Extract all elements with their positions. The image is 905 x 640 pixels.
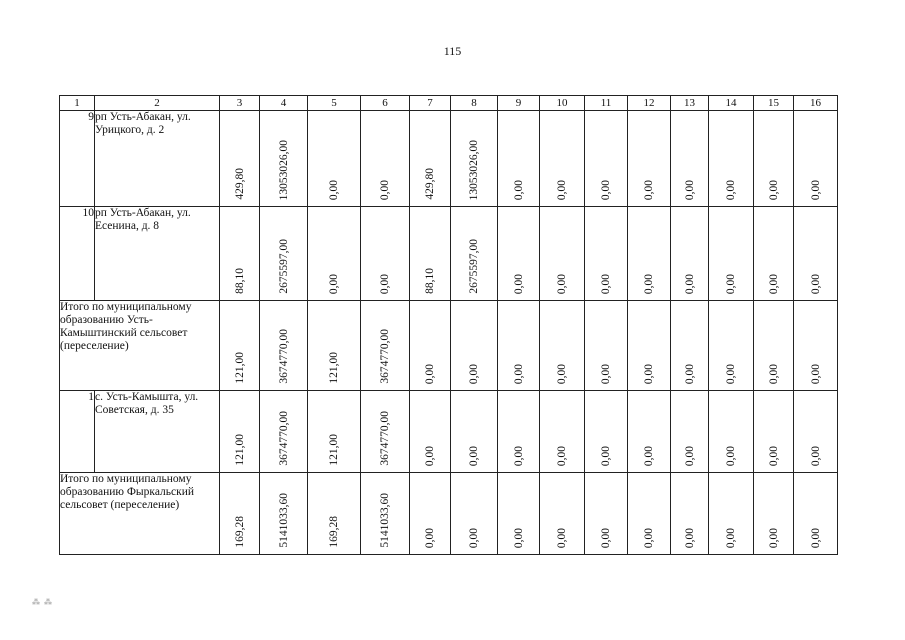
value-text: 0,00 <box>809 179 822 200</box>
value-text: 0,00 <box>643 445 655 466</box>
address-cell: с. Усть-Камышта, ул. Советская, д. 35 <box>95 391 220 473</box>
value-cell <box>585 301 628 391</box>
value-text: 88,10 <box>424 268 436 294</box>
value-text: 0,00 <box>767 445 780 466</box>
value-text: 429,80 <box>424 168 436 200</box>
value-text: 0,00 <box>809 527 822 548</box>
value-cell <box>220 207 260 301</box>
value-text: 13053026,00 <box>277 139 290 200</box>
total-row <box>60 301 838 391</box>
value-cell <box>410 301 451 391</box>
column-header: 15 <box>754 96 794 111</box>
column-header: 6 <box>361 96 410 111</box>
value-text: 0,00 <box>725 363 737 384</box>
value-text: 3674770,00 <box>277 329 290 384</box>
value-text: 0,00 <box>512 363 525 384</box>
value-cell <box>361 301 410 391</box>
value-text: 121,00 <box>233 352 246 384</box>
value-text: 0,00 <box>809 273 822 294</box>
column-header: 16 <box>794 96 838 111</box>
value-text: 0,00 <box>643 273 655 294</box>
value-text: 0,00 <box>379 179 391 200</box>
value-text: 0,00 <box>556 363 568 384</box>
column-header: 1 <box>60 96 95 111</box>
value-cell <box>709 207 754 301</box>
value-cell <box>754 391 794 473</box>
value-cell <box>540 111 585 207</box>
value-text: 0,00 <box>600 527 612 548</box>
value-text: 429,80 <box>233 168 246 200</box>
value-text: 0,00 <box>328 179 340 200</box>
value-text: 0,00 <box>600 179 612 200</box>
value-cell <box>540 391 585 473</box>
value-text: 0,00 <box>512 445 525 466</box>
value-text: 2675597,00 <box>468 239 480 294</box>
value-text: 0,00 <box>809 363 822 384</box>
value-text: 0,00 <box>767 527 780 548</box>
value-cell <box>671 207 709 301</box>
value-text: 0,00 <box>424 363 436 384</box>
value-cell <box>754 473 794 555</box>
value-cell <box>628 473 671 555</box>
address-cell: рп Усть-Абакан, ул. Есенина, д. 8 <box>95 207 220 301</box>
value-text: 0,00 <box>683 363 696 384</box>
value-text: 0,00 <box>556 527 568 548</box>
value-cell <box>308 301 361 391</box>
column-header: 7 <box>410 96 451 111</box>
value-cell <box>671 473 709 555</box>
value-text: 0,00 <box>767 179 780 200</box>
value-cell <box>308 207 361 301</box>
column-header: 14 <box>709 96 754 111</box>
value-cell <box>628 207 671 301</box>
value-text: 0,00 <box>556 179 568 200</box>
value-text: 0,00 <box>600 273 612 294</box>
value-text: 2675597,00 <box>277 239 290 294</box>
value-cell <box>498 207 540 301</box>
value-cell <box>308 391 361 473</box>
value-cell <box>308 111 361 207</box>
value-cell <box>628 301 671 391</box>
value-text: 0,00 <box>424 445 436 466</box>
value-text: 0,00 <box>643 179 655 200</box>
value-cell <box>361 391 410 473</box>
value-cell <box>794 391 838 473</box>
value-text: 0,00 <box>556 273 568 294</box>
column-header: 8 <box>451 96 498 111</box>
value-text: 121,00 <box>328 352 340 384</box>
value-cell <box>410 391 451 473</box>
value-cell <box>540 207 585 301</box>
value-text: 0,00 <box>643 527 655 548</box>
value-cell <box>709 301 754 391</box>
value-cell <box>671 111 709 207</box>
value-text: 3674770,00 <box>379 329 391 384</box>
value-text: 0,00 <box>725 179 737 200</box>
row-number: 1 <box>60 391 95 473</box>
value-text: 5141033,60 <box>379 493 391 548</box>
value-cell <box>260 301 308 391</box>
value-text: 3674770,00 <box>379 411 391 466</box>
value-cell <box>540 301 585 391</box>
value-text: 5141033,60 <box>277 493 290 548</box>
value-cell <box>754 111 794 207</box>
value-text: 3674770,00 <box>277 411 290 466</box>
value-text: 88,10 <box>233 268 246 294</box>
value-cell <box>709 111 754 207</box>
value-text: 13053026,00 <box>468 139 480 200</box>
value-cell <box>361 111 410 207</box>
column-header: 11 <box>585 96 628 111</box>
value-cell <box>794 111 838 207</box>
value-cell <box>451 207 498 301</box>
value-cell <box>220 391 260 473</box>
value-cell <box>260 207 308 301</box>
value-text: 0,00 <box>328 273 340 294</box>
value-cell <box>220 473 260 555</box>
table-row <box>60 111 838 207</box>
value-cell <box>410 473 451 555</box>
value-text: 0,00 <box>683 527 696 548</box>
scan-stamp: ⁂ ⁂ <box>32 598 53 607</box>
value-text: 0,00 <box>468 445 480 466</box>
value-cell <box>451 473 498 555</box>
column-header: 4 <box>260 96 308 111</box>
value-text: 169,28 <box>328 516 340 548</box>
value-text: 0,00 <box>683 179 696 200</box>
column-header: 13 <box>671 96 709 111</box>
value-cell <box>220 301 260 391</box>
value-text: 0,00 <box>468 363 480 384</box>
value-text: 0,00 <box>809 445 822 466</box>
value-text: 169,28 <box>233 516 246 548</box>
value-cell <box>628 391 671 473</box>
column-header: 9 <box>498 96 540 111</box>
value-text: 0,00 <box>725 273 737 294</box>
value-cell <box>671 391 709 473</box>
value-text: 0,00 <box>725 527 737 548</box>
value-text: 0,00 <box>379 273 391 294</box>
value-cell <box>585 391 628 473</box>
address-cell: рп Усть-Абакан, ул. Урицкого, д. 2 <box>95 111 220 207</box>
column-header: 2 <box>95 96 220 111</box>
total-label: Итого по муниципальному образованию Фыркальский сельсовет (переселение) <box>60 473 220 555</box>
value-cell <box>498 111 540 207</box>
value-text: 0,00 <box>512 527 525 548</box>
value-cell <box>361 207 410 301</box>
value-cell <box>540 473 585 555</box>
value-cell <box>709 473 754 555</box>
value-text: 0,00 <box>512 179 525 200</box>
value-text: 0,00 <box>767 273 780 294</box>
value-cell <box>451 391 498 473</box>
column-header: 12 <box>628 96 671 111</box>
total-label: Итого по муниципальному образованию Усть-Камыштинский сельсовет (переселение) <box>60 301 220 391</box>
value-cell <box>585 207 628 301</box>
value-text: 0,00 <box>600 363 612 384</box>
value-text: 121,00 <box>233 434 246 466</box>
value-cell <box>671 301 709 391</box>
total-row <box>60 473 838 555</box>
value-cell <box>794 301 838 391</box>
row-number: 10 <box>60 207 95 301</box>
value-text: 0,00 <box>643 363 655 384</box>
data-table <box>59 95 838 555</box>
row-number: 9 <box>60 111 95 207</box>
value-cell <box>794 473 838 555</box>
value-cell <box>628 111 671 207</box>
value-cell <box>794 207 838 301</box>
value-cell <box>361 473 410 555</box>
value-text: 0,00 <box>556 445 568 466</box>
value-cell <box>410 111 451 207</box>
header-row <box>60 96 838 111</box>
page-number: 115 <box>443 44 462 58</box>
column-header: 10 <box>540 96 585 111</box>
value-cell <box>754 301 794 391</box>
value-cell <box>754 207 794 301</box>
value-text: 0,00 <box>683 445 696 466</box>
value-cell <box>260 473 308 555</box>
value-cell <box>498 391 540 473</box>
value-cell <box>260 111 308 207</box>
value-text: 0,00 <box>512 273 525 294</box>
value-cell <box>498 301 540 391</box>
value-text: 0,00 <box>725 445 737 466</box>
value-cell <box>498 473 540 555</box>
value-text: 121,00 <box>328 434 340 466</box>
value-text: 0,00 <box>468 527 480 548</box>
value-cell <box>451 111 498 207</box>
value-text: 0,00 <box>767 363 780 384</box>
value-cell <box>451 301 498 391</box>
value-text: 0,00 <box>683 273 696 294</box>
value-cell <box>585 473 628 555</box>
value-text: 0,00 <box>600 445 612 466</box>
column-header: 5 <box>308 96 361 111</box>
table-row <box>60 207 838 301</box>
value-cell <box>308 473 361 555</box>
column-header: 3 <box>220 96 260 111</box>
value-cell <box>410 207 451 301</box>
table-row <box>60 391 838 473</box>
value-cell <box>220 111 260 207</box>
value-cell <box>585 111 628 207</box>
value-cell <box>260 391 308 473</box>
value-text: 0,00 <box>424 527 436 548</box>
value-cell <box>709 391 754 473</box>
